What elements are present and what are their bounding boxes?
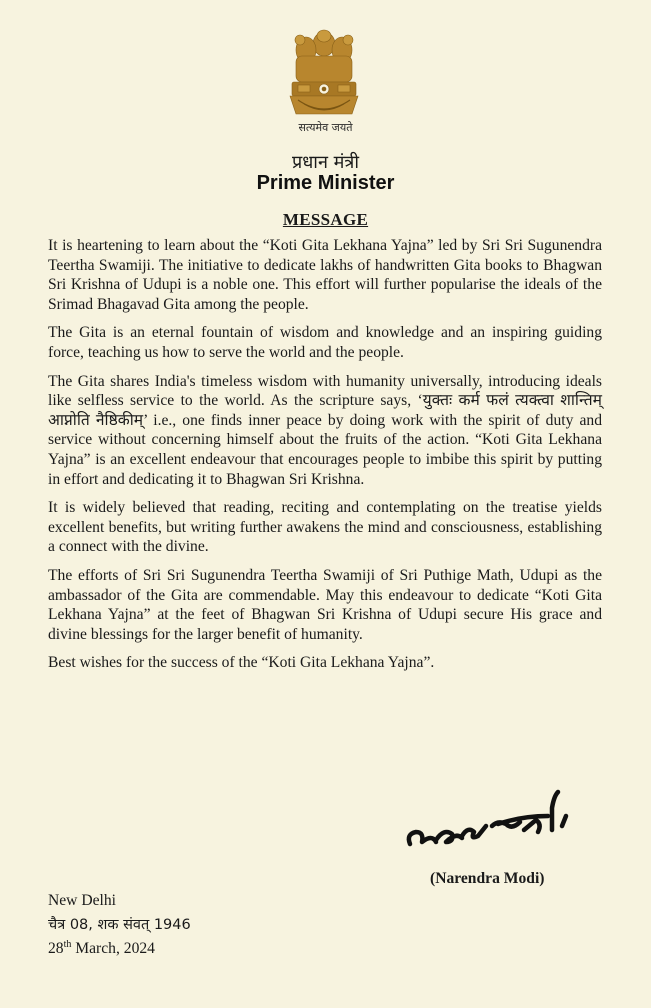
place-name: New Delhi — [48, 892, 116, 909]
emblem-motto: सत्यमेव जयते — [298, 121, 353, 134]
date-suffix: th — [63, 938, 72, 950]
title-hindi: प्रधान मंत्री — [291, 152, 360, 173]
paragraph: The Gita is an eternal fountain of wisdom and knowledge and an inspiring guiding force, teaching us how to serve the world and the people. — [48, 324, 602, 361]
paragraph: The efforts of Sri Sri Sugunendra Teertha Swamiji of Sri Puthige Math, Udupi as the ambassador of the Gita are commendable. May this endeavour to dedicate “Koti Gita Lekhana Yajna” at the feet of Bhagwan Sri Krishna of Udupi secure His grace and divine blessings for the larger benefit of humanity. — [48, 566, 602, 643]
message-heading: MESSAGE — [282, 210, 369, 229]
paragraph: It is widely believed that reading, reciting and contemplating on the treatise yields excellent benefits, but writing further awakens the mind and consciousness, establishing a connect with the divine. — [48, 499, 602, 556]
date-english — [48, 937, 191, 961]
signatory-name: (Narendra Modi) — [430, 870, 545, 887]
national-emblem-icon — [282, 26, 366, 120]
paragraph: Best wishes for the success of the “Koti Gita Lekhana Yajna”. — [48, 654, 435, 672]
paragraph: It is heartening to learn about the “Koti Gita Lekhana Yajna” led by Sri Sri Sugunendra Teertha Swamiji. The initiative to dedicate lakhs of handwritten Gita books to Bhagwan Sri Krishna of Udupi is a noble one. This effort will further popularise the ideals of the Srimad Bhagavad Gita among the people. — [48, 237, 602, 313]
date-month-year: March, 2024 — [71, 940, 155, 957]
paragraph: The Gita shares India's timeless wisdom with humanity universally, introducing ideals like selfless service to the world. As the scripture says, ‘युक्तः कर्म फलं त्यक्त्वा शान्तिम् आप्नोति नैष्ठिकीम्’ i.e., one finds inner peace by doing work with the spirit of duty and service without concerning himself about the fruits of the action. “Koti Gita Lekhana Yajna” is an excellent endeavour that encourages people to imbibe this spirit by putting in effort and dedicating it to Bhagwan Sri Krishna. — [48, 372, 602, 488]
message-body — [48, 236, 602, 682]
place-date-block — [48, 889, 191, 961]
handwritten-signature — [402, 786, 582, 866]
date-hindi: चैत्र 08, शक संवत् 1946 — [48, 917, 191, 933]
date-day: 28 — [48, 940, 64, 957]
title-english: Prime Minister — [256, 172, 395, 194]
